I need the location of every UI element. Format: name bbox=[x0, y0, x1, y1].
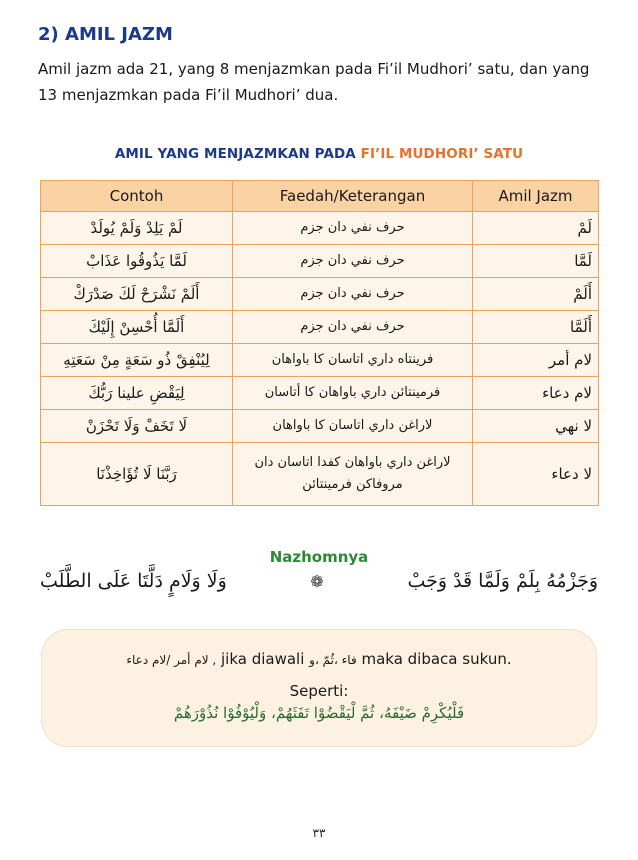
faedah-cell: لاراغن داري اتاسان كا باواهان bbox=[233, 410, 473, 443]
rule-example: فَلْيُكْرِمْ ضَيْفَهُ، ثُمَّ لْيَقْضُوْا تَفَثَهُمْ، وَلْيُوْفُوْا نُذُوْرَهُمْ bbox=[173, 704, 465, 722]
faedah-cell: فرينتاه داري اتاسان كا باواهان bbox=[233, 344, 473, 377]
nazhom-right-hemistich: وَجَزْمُهُ بِلَمْ وَلَمَّا قَدْ وَجَبْ bbox=[407, 570, 598, 592]
table-row bbox=[41, 344, 599, 377]
faedah-cell: لاراغن داري باواهان كفدا اتاسان دان مروفاكن فرمينتائن bbox=[233, 443, 473, 506]
contoh-cell: لِيُنْفِقْ ذُو سَعَةٍ مِنْ سَعَتِهِ bbox=[41, 344, 233, 377]
flower-separator-icon: ❁ bbox=[310, 571, 324, 591]
amil-cell: لام أمر bbox=[473, 344, 599, 377]
contoh-cell: أَلَمْ نَشْرَحْ لَكَ صَدْرَكْ bbox=[41, 278, 233, 311]
contoh-cell: لَا تَخَفْ وَلَا تَحْزَنْ bbox=[41, 410, 233, 443]
seperti-label: Seperti: bbox=[289, 682, 349, 700]
table-row bbox=[41, 311, 599, 344]
faedah-cell: حرف نفي دان جزم bbox=[233, 278, 473, 311]
amil-cell: لَمَّا bbox=[473, 245, 599, 278]
amil-cell: لام دعاء bbox=[473, 377, 599, 410]
rule-line bbox=[42, 650, 596, 668]
amil-cell: أَلَمْ bbox=[473, 278, 599, 311]
table-header-row bbox=[41, 181, 599, 212]
nazhom-title: Nazhomnya bbox=[269, 548, 369, 566]
arabic-particles-lam: لام أمر /لام دعاء , bbox=[126, 653, 217, 667]
contoh-cell: رَبَّنَا لَا تُؤَاخِذْنَا bbox=[41, 443, 233, 506]
table-title bbox=[0, 146, 638, 162]
arabic-particles-fa: فاء ،ثُمّ ،و bbox=[309, 653, 357, 667]
table-row bbox=[41, 245, 599, 278]
amil-cell: لَمْ bbox=[473, 212, 599, 245]
amil-cell: أَلَمَّا bbox=[473, 311, 599, 344]
header-contoh: Contoh bbox=[41, 181, 233, 212]
intro-paragraph: Amil jazm ada 21, yang 8 menjazmkan pada Fi’il Mudhori’ satu, dan yang 13 menjazmkan pada Fi’il Mudhori’ dua. bbox=[38, 60, 590, 104]
faedah-cell: حرف نفي دان جزم bbox=[233, 245, 473, 278]
faedah-cell: فرمينتائن داري باواهان كا أتاسان bbox=[233, 377, 473, 410]
contoh-cell: لَمْ يَلِدْ وَلَمْ يُولَدْ bbox=[41, 212, 233, 245]
table-row bbox=[41, 410, 599, 443]
faedah-cell: حرف نفي دان جزم bbox=[233, 311, 473, 344]
table-row bbox=[41, 377, 599, 410]
page-number: ٣٣ bbox=[312, 826, 326, 840]
rule-note-box bbox=[42, 630, 596, 746]
rule-text-maka: maka dibaca sukun. bbox=[356, 650, 512, 668]
amil-jazm-table bbox=[40, 180, 599, 506]
table-row bbox=[41, 212, 599, 245]
table-title-prefix: AMIL YANG MENJAZMKAN PADA bbox=[114, 146, 361, 162]
table-title-highlight: FI’IL MUDHORI’ SATU bbox=[360, 146, 524, 162]
contoh-cell: أَلَمَّا أُحْسِنْ إِلَيْكَ bbox=[41, 311, 233, 344]
contoh-cell: لِيَقْضِ علينا رَبُّكَ bbox=[41, 377, 233, 410]
contoh-cell: لَمَّا يَذُوقُوا عَذَابْ bbox=[41, 245, 233, 278]
header-faedah: Faedah/Keterangan bbox=[233, 181, 473, 212]
amil-cell: لا دعاء bbox=[473, 443, 599, 506]
table-row bbox=[41, 278, 599, 311]
header-amil-jazm: Amil Jazm bbox=[473, 181, 599, 212]
table-row bbox=[41, 443, 599, 506]
nazhom-verse bbox=[40, 570, 598, 592]
amil-cell: لا نهي bbox=[473, 410, 599, 443]
section-heading: 2) AMIL JAZM bbox=[38, 24, 173, 45]
rule-text-jika: jika diawali bbox=[216, 650, 310, 668]
faedah-cell: حرف نفي دان جزم bbox=[233, 212, 473, 245]
nazhom-left-hemistich: وَلَا وَلَامٍ دَلَّتَا عَلَى الطَّلَبْ bbox=[40, 570, 227, 592]
